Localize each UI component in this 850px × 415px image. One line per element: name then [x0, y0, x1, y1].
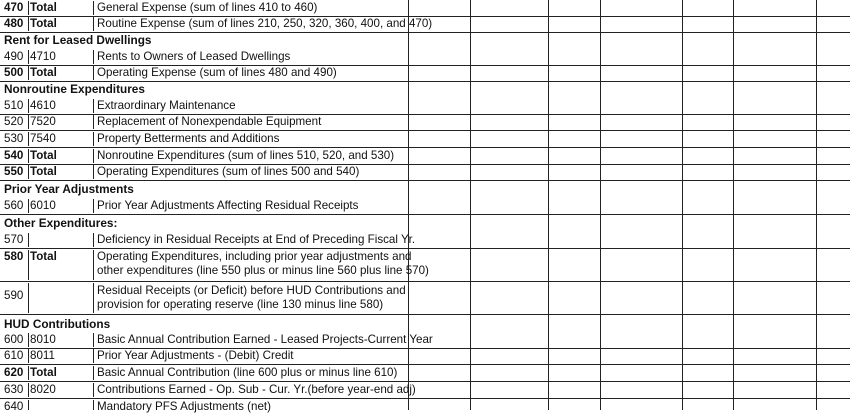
- line-number: 480: [4, 17, 24, 30]
- account-code: Total: [30, 366, 57, 379]
- line-number: 620: [4, 366, 24, 379]
- account-code: 4610: [30, 99, 56, 112]
- row-rule: [0, 314, 850, 315]
- line-number: 570: [4, 233, 24, 246]
- account-code: Total: [30, 165, 57, 178]
- section-heading: Prior Year Adjustments: [4, 182, 134, 196]
- cell-divider: [93, 50, 94, 64]
- cell-divider: [93, 383, 94, 397]
- cell-divider: [93, 349, 94, 363]
- cell-divider: [28, 199, 29, 213]
- line-description: Property Betterments and Additions: [97, 132, 280, 145]
- line-description: Contributions Earned - Op. Sub - Cur. Yr.(before year-end adj): [97, 383, 416, 396]
- line-number: 560: [4, 199, 24, 212]
- line-description: Nonroutine Expenditures (sum of lines 510, 520, and 530): [97, 149, 395, 162]
- account-code: 4710: [30, 50, 56, 63]
- cell-divider: [93, 132, 94, 146]
- line-470: [0, 0, 850, 16]
- line-number: 600: [4, 333, 24, 346]
- cell-divider: [93, 99, 94, 113]
- line-number: 590: [4, 289, 24, 302]
- cell-divider: [28, 366, 29, 380]
- cell-divider: [93, 199, 94, 213]
- line-description: Rents to Owners of Leased Dwellings: [97, 50, 291, 63]
- cell-divider: [28, 50, 29, 64]
- cell-divider: [28, 233, 29, 247]
- line-490: [0, 49, 850, 65]
- cell-divider: [28, 383, 29, 397]
- cell-divider: [28, 165, 29, 179]
- line-number: 540: [4, 149, 24, 162]
- line-510: [0, 98, 850, 114]
- account-code: Total: [30, 1, 57, 14]
- line-500: [0, 65, 850, 81]
- cell-divider: [28, 250, 29, 280]
- line-description: Prior Year Adjustments - (Debit) Credit: [97, 349, 294, 362]
- cell-divider: [93, 17, 94, 31]
- description-line: other expenditures (line 550 plus or minus line 560 plus line 570): [97, 264, 429, 277]
- cell-divider: [93, 165, 94, 179]
- section-heading: Other Expenditures:: [4, 216, 118, 230]
- account-code: 8020: [30, 383, 56, 396]
- line-530: [0, 131, 850, 147]
- line-description: Operating Expenditures (sum of lines 500 and 540): [97, 165, 360, 178]
- line-540: [0, 148, 850, 164]
- account-code: 6010: [30, 199, 56, 212]
- cell-divider: [28, 149, 29, 163]
- line-description: Basic Annual Contribution (line 600 plus or minus line 610): [97, 366, 398, 379]
- line-520: [0, 114, 850, 130]
- account-code: Total: [30, 149, 57, 162]
- line-description: [97, 250, 429, 278]
- section-heading: Nonroutine Expenditures: [4, 82, 145, 96]
- line-630: [0, 382, 850, 398]
- cell-divider: [93, 115, 94, 129]
- cell-divider: [28, 99, 29, 113]
- line-description: Mandatory PFS Adjustments (net): [97, 400, 271, 413]
- line-number: 630: [4, 383, 24, 396]
- row-rule: [0, 214, 850, 215]
- cell-divider: [93, 233, 94, 247]
- line-480: [0, 16, 850, 32]
- cell-divider: [28, 1, 29, 15]
- description-line: Operating Expenditures, including prior year adjustments and: [97, 250, 412, 263]
- line-570: [0, 232, 850, 248]
- cell-divider: [93, 250, 94, 280]
- line-620: [0, 365, 850, 381]
- cell-divider: [93, 283, 94, 313]
- line-number: 550: [4, 165, 24, 178]
- account-code: 7540: [30, 132, 56, 145]
- account-code: 7520: [30, 115, 56, 128]
- description-line: provision for operating reserve (line 130 minus line 580): [97, 298, 384, 311]
- description-line: Residual Receipts (or Deficit) before HUD Contributions and: [97, 284, 406, 297]
- line-550: [0, 164, 850, 180]
- cell-divider: [28, 400, 29, 410]
- line-description: Replacement of Nonexpendable Equipment: [97, 115, 322, 128]
- line-number: 530: [4, 132, 24, 145]
- cell-divider: [93, 366, 94, 380]
- cell-divider: [93, 1, 94, 15]
- cell-divider: [93, 400, 94, 410]
- section-heading: HUD Contributions: [4, 317, 111, 331]
- line-560: [0, 198, 850, 214]
- cell-divider: [28, 283, 29, 313]
- line-description: Deficiency in Residual Receipts at End of Preceding Fiscal Yr.: [97, 233, 416, 246]
- line-number: 500: [4, 66, 24, 79]
- account-code: 8010: [30, 333, 56, 346]
- cell-divider: [28, 333, 29, 347]
- line-610: [0, 348, 850, 364]
- account-code: Total: [30, 66, 57, 79]
- account-code: Total: [30, 250, 57, 263]
- line-number: 470: [4, 1, 24, 14]
- account-code: Total: [30, 17, 57, 30]
- line-number: 640: [4, 400, 24, 413]
- cell-divider: [93, 66, 94, 80]
- section-heading: Rent for Leased Dwellings: [4, 33, 152, 47]
- cell-divider: [28, 349, 29, 363]
- line-description: Prior Year Adjustments Affecting Residual Receipts: [97, 199, 359, 212]
- line-description: Operating Expense (sum of lines 480 and 490): [97, 66, 337, 79]
- cell-divider: [28, 132, 29, 146]
- cell-divider: [28, 17, 29, 31]
- cell-divider: [28, 115, 29, 129]
- cell-divider: [93, 149, 94, 163]
- line-description: Extraordinary Maintenance: [97, 99, 236, 112]
- line-number: 510: [4, 99, 24, 112]
- line-600: [0, 332, 850, 348]
- line-number: 490: [4, 50, 24, 63]
- line-description: [97, 284, 406, 312]
- cell-divider: [93, 333, 94, 347]
- line-description: General Expense (sum of lines 410 to 460): [97, 1, 318, 14]
- line-number: 520: [4, 115, 24, 128]
- line-description: Routine Expense (sum of lines 210, 250, 320, 360, 400, and 470): [97, 17, 433, 30]
- line-description: Basic Annual Contribution Earned - Leased Projects-Current Year: [97, 333, 433, 346]
- line-640: [0, 399, 850, 415]
- account-code: 8011: [30, 349, 55, 362]
- line-number: 580: [4, 250, 24, 263]
- line-number: 610: [4, 349, 24, 362]
- cell-divider: [28, 66, 29, 80]
